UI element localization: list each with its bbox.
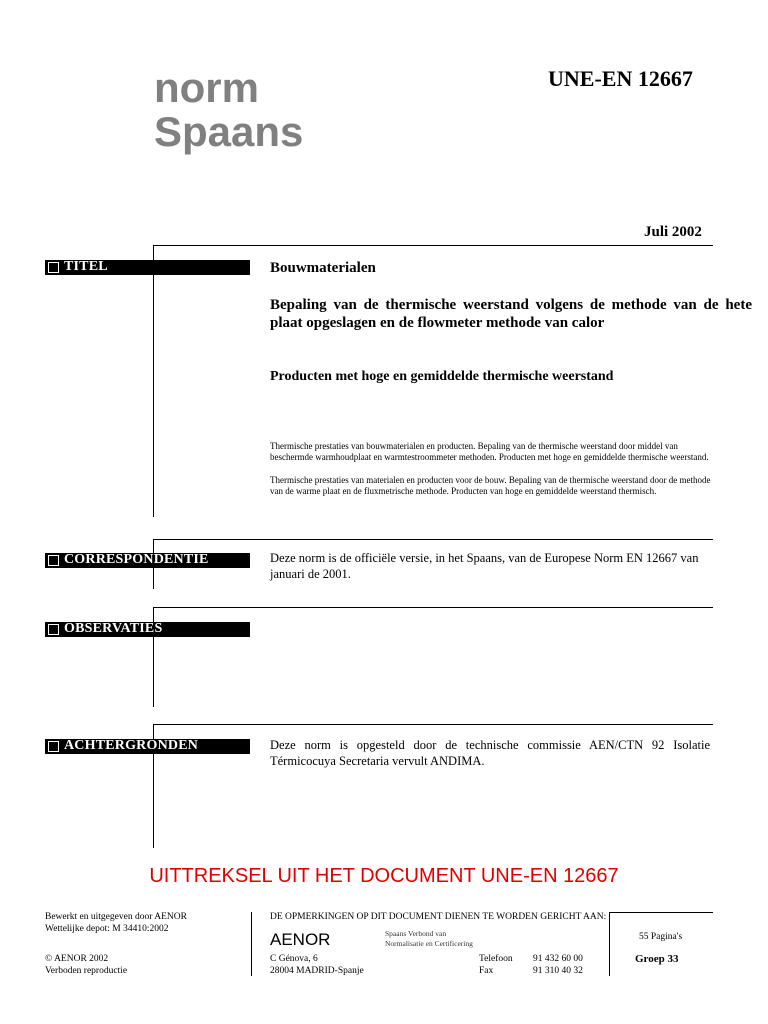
footer-divider-left bbox=[251, 912, 252, 976]
document-number: UNE-EN 12667 bbox=[548, 66, 693, 91]
section-label-observaties bbox=[45, 622, 250, 637]
aenor-desc-line2: Normalisatie en Certificering bbox=[385, 939, 473, 948]
publication-date: Juli 2002 bbox=[644, 224, 702, 240]
label-marker bbox=[48, 555, 59, 566]
label-marker bbox=[48, 741, 59, 752]
divider-top bbox=[153, 245, 713, 246]
legal-deposit: Wettelijke depot: M 34410:2002 bbox=[45, 924, 169, 934]
section-label-correspondentie bbox=[45, 553, 250, 568]
section-label-achtergronden bbox=[45, 739, 250, 754]
section-label-text: OBSERVATIES bbox=[64, 621, 163, 636]
label-marker bbox=[48, 262, 59, 273]
fax-label: Fax bbox=[479, 966, 494, 976]
footer-divider-top-right bbox=[609, 912, 713, 913]
section-label-text: TITEL bbox=[64, 259, 108, 274]
title-translation-1: Thermische prestaties van bouwmaterialen en producten. Bepaling van de thermische weerstand door middel van beschermde warmhoudplaat en warmtestroommeter methoden. Producten met hoge en gemiddelde thermische weerstand. bbox=[270, 441, 709, 462]
section-label-titel bbox=[45, 260, 250, 275]
aenor-logo: AENOR bbox=[270, 930, 331, 949]
norm-heading-line2: Spaans bbox=[154, 108, 304, 155]
divider-achtergronden bbox=[153, 724, 713, 725]
address-line2: 28004 MADRID-Spanje bbox=[270, 966, 364, 976]
extract-banner: UITTREKSEL UIT HET DOCUMENT UNE-EN 12667 bbox=[149, 865, 619, 887]
achtergronden-text: Deze norm is opgesteld door de technische commissie AEN/CTN 92 Isolatie Térmicocuya Secretaria vervult ANDIMA. bbox=[270, 738, 710, 768]
section-label-text: CORRESPONDENTIE bbox=[64, 552, 209, 567]
title-translation-2: Thermische prestaties van materialen en producten voor de bouw. Bepaling van de thermische weerstand door de methode van de warme plaat en de fluxmetrische methode. Producten van hoge en gemiddelde weerstand thermisch. bbox=[270, 475, 711, 496]
reproduction-notice: Verboden reproductie bbox=[45, 966, 128, 976]
group-number: Groep 33 bbox=[635, 953, 679, 965]
norm-heading-line1: norm bbox=[154, 64, 259, 111]
document-title: Bouwmaterialen bbox=[270, 260, 376, 276]
copyright: © AENOR 2002 bbox=[45, 954, 109, 964]
fax-number: 91 310 40 32 bbox=[533, 966, 583, 976]
phone-number: 91 432 60 00 bbox=[533, 954, 583, 964]
label-marker bbox=[48, 624, 59, 635]
divider-correspondentie bbox=[153, 539, 713, 540]
vertical-rule-titel bbox=[153, 245, 154, 517]
correspondentie-text: Deze norm is de officiële versie, in het Spaans, van de Europese Norm EN 12667 van januari de 2001. bbox=[270, 551, 699, 581]
footer-divider-right bbox=[609, 912, 610, 976]
page-count: 55 Pagina's bbox=[639, 932, 683, 942]
section-label-text: ACHTERGRONDEN bbox=[64, 738, 199, 753]
document-subtitle: Bepaling van de thermische weerstand volgens de methode van de hete plaat opgeslagen en de flowmeter methode van calor bbox=[270, 297, 752, 331]
document-subtitle-2: Producten met hoge en gemiddelde thermische weerstand bbox=[270, 369, 614, 384]
address-line1: C Génova, 6 bbox=[270, 954, 318, 964]
aenor-description bbox=[385, 929, 473, 949]
comments-heading: DE OPMERKINGEN OP DIT DOCUMENT DIENEN TE WORDEN GERICHT AAN: bbox=[270, 912, 607, 922]
published-by: Bewerkt en uitgegeven door AENOR bbox=[45, 912, 187, 922]
divider-observaties bbox=[153, 607, 713, 608]
phone-label: Telefoon bbox=[479, 954, 513, 964]
aenor-desc-line1: Spaans Verbond van bbox=[385, 929, 447, 938]
